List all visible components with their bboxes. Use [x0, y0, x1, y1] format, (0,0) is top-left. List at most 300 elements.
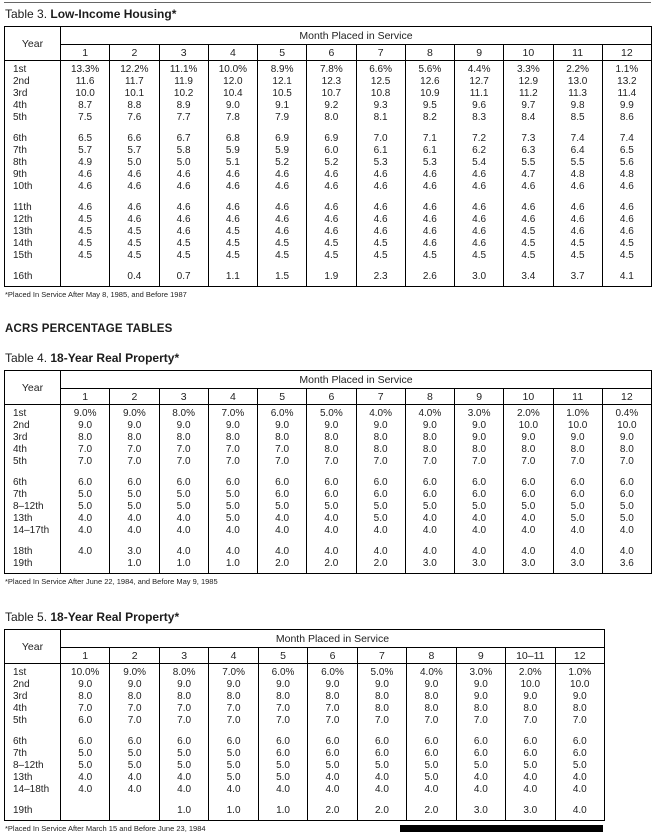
value-cell: 7.8% [307, 64, 356, 76]
value-cell: 6.0 [258, 477, 307, 489]
month-col-header: 2 [110, 389, 159, 405]
value-cell: 7.0 [307, 456, 356, 468]
value-cell: 4.6 [504, 202, 553, 214]
value-cell: 3.4 [504, 271, 553, 283]
value-cell: 8.0 [159, 691, 208, 703]
value-cell: 4.6 [307, 226, 356, 238]
table-row [5, 667, 605, 679]
value-cell [61, 805, 110, 817]
value-cell: 9.0 [61, 420, 110, 432]
value-cell: 6.0 [553, 477, 602, 489]
value-cell: 5.9 [258, 145, 307, 157]
row-label: 2nd [5, 76, 61, 88]
year-header: Year [5, 371, 61, 405]
value-cell: 4.6 [553, 214, 602, 226]
value-cell: 8.7 [61, 100, 110, 112]
month-col-header: 9 [455, 389, 504, 405]
value-cell: 4.0 [455, 513, 504, 525]
value-cell: 7.0 [308, 715, 357, 727]
value-cell: 4.6 [455, 202, 504, 214]
value-cell: 4.0 [110, 525, 159, 537]
value-cell: 4.5 [307, 238, 356, 250]
value-cell: 4.0% [356, 408, 405, 420]
value-cell: 4.0 [258, 513, 307, 525]
value-cell: 11.2 [504, 88, 553, 100]
value-cell: 4.0 [61, 525, 110, 537]
value-cell: 6.8 [208, 133, 257, 145]
value-cell: 12.1 [258, 76, 307, 88]
value-cell: 11.6 [61, 76, 110, 88]
value-cell: 4.0 [455, 546, 504, 558]
value-cell: 9.3 [356, 100, 405, 112]
value-cell: 6.0 [602, 489, 651, 501]
value-cell: 7.0 [258, 444, 307, 456]
value-cell: 9.7 [504, 100, 553, 112]
value-cell: 5.7 [110, 145, 159, 157]
value-cell: 8.8 [110, 100, 159, 112]
value-cell: 3.3% [504, 64, 553, 76]
value-cell: 5.0 [356, 513, 405, 525]
month-col-header: 3 [159, 648, 208, 664]
row-label: 8th [5, 157, 61, 169]
value-cell: 7.0 [110, 456, 159, 468]
value-cell: 7.0 [159, 715, 208, 727]
value-cell: 8.0% [159, 667, 208, 679]
value-cell: 5.0 [258, 501, 307, 513]
value-cell: 4.6 [61, 181, 110, 193]
month-col-header: 6 [307, 389, 356, 405]
value-cell: 3.7 [553, 271, 602, 283]
value-cell: 8.9% [258, 64, 307, 76]
value-cell: 7.0 [209, 715, 258, 727]
value-cell: 4.8 [553, 169, 602, 181]
value-cell: 1.0% [553, 408, 602, 420]
row-label: 5th [5, 456, 61, 468]
value-cell: 4.6 [110, 202, 159, 214]
month-col-header: 10–11 [506, 648, 555, 664]
table3-footnote: *Placed In Service After May 8, 1985, and Before 1987 [5, 290, 187, 299]
value-cell: 1.1% [602, 64, 651, 76]
table-row [5, 805, 605, 817]
value-cell: 12.3 [307, 76, 356, 88]
month-col-header: 5 [258, 648, 307, 664]
value-cell: 5.0 [208, 513, 257, 525]
value-cell: 2.0 [258, 558, 307, 570]
value-cell: 8.0 [357, 691, 406, 703]
year-header: Year [5, 27, 61, 61]
value-cell: 4.0 [553, 546, 602, 558]
value-cell: 4.0 [61, 784, 110, 796]
value-cell: 9.0 [159, 420, 208, 432]
value-cell: 5.0 [456, 760, 505, 772]
value-cell: 9.0 [553, 432, 602, 444]
month-col-header: 1 [61, 389, 110, 405]
value-cell [110, 805, 159, 817]
row-label: 19th [5, 558, 61, 570]
value-cell: 6.0 [456, 748, 505, 760]
value-cell: 7.0 [456, 715, 505, 727]
table-row [5, 64, 652, 76]
value-cell: 6.1 [405, 145, 454, 157]
table-row [5, 157, 652, 169]
month-col-header: 2 [110, 45, 159, 61]
value-cell: 7.0 [110, 715, 159, 727]
value-cell: 5.0 [209, 772, 258, 784]
value-cell: 8.9 [159, 100, 208, 112]
value-cell: 5.0 [61, 489, 110, 501]
value-cell: 4.0 [456, 772, 505, 784]
value-cell: 6.9 [258, 133, 307, 145]
value-cell: 4.0 [555, 805, 604, 817]
value-cell: 6.4 [553, 145, 602, 157]
value-cell: 8.0 [456, 703, 505, 715]
value-cell: 4.4% [455, 64, 504, 76]
value-cell: 4.5 [110, 250, 159, 262]
table3-low-income-housing [4, 26, 652, 287]
value-cell: 6.0 [555, 736, 604, 748]
value-cell: 6.0 [357, 736, 406, 748]
value-cell: 2.0 [407, 805, 456, 817]
value-cell: 4.6 [110, 181, 159, 193]
value-cell: 4.6 [61, 169, 110, 181]
value-cell: 9.0 [208, 100, 257, 112]
value-cell: 4.6 [455, 169, 504, 181]
value-cell: 9.0 [308, 679, 357, 691]
value-cell: 7.5 [61, 112, 110, 124]
row-label: 3rd [5, 432, 61, 444]
value-cell: 1.1 [208, 271, 257, 283]
value-cell: 1.9 [307, 271, 356, 283]
value-cell: 10.0 [553, 420, 602, 432]
value-cell: 1.0 [209, 805, 258, 817]
value-cell: 5.1 [208, 157, 257, 169]
table-row [5, 271, 652, 283]
value-cell: 6.0 [61, 736, 110, 748]
table-row [5, 88, 652, 100]
table-row [5, 784, 605, 796]
value-cell: 8.2 [405, 112, 454, 124]
value-cell: 11.1% [159, 64, 208, 76]
value-cell: 4.7 [504, 169, 553, 181]
value-cell: 5.0 [555, 760, 604, 772]
value-cell: 4.6 [455, 226, 504, 238]
group-spacer [5, 468, 652, 477]
value-cell: 8.0 [553, 444, 602, 456]
value-cell: 4.0 [407, 784, 456, 796]
value-cell: 10.0 [504, 420, 553, 432]
value-cell: 7.0 [159, 456, 208, 468]
table-row [5, 748, 605, 760]
value-cell: 1.0 [159, 558, 208, 570]
month-placed-in-service-header: Month Placed in Service [61, 630, 605, 648]
value-cell: 6.6 [110, 133, 159, 145]
value-cell: 5.7 [61, 145, 110, 157]
value-cell: 5.0 [110, 489, 159, 501]
value-cell: 10.0 [61, 88, 110, 100]
value-cell: 7.7 [159, 112, 208, 124]
value-cell: 4.6 [455, 214, 504, 226]
value-cell: 4.6 [159, 181, 208, 193]
row-label: 13th [5, 226, 61, 238]
month-col-header: 4 [209, 648, 258, 664]
month-col-header: 9 [456, 648, 505, 664]
row-label: 5th [5, 715, 61, 727]
table-row [5, 432, 652, 444]
value-cell: 4.9 [61, 157, 110, 169]
value-cell: 8.0 [405, 432, 454, 444]
row-label: 18th [5, 546, 61, 558]
row-label: 8–12th [5, 501, 61, 513]
value-cell: 9.0 [208, 420, 257, 432]
value-cell: 5.3 [356, 157, 405, 169]
value-cell: 9.0% [110, 408, 159, 420]
value-cell: 9.0 [61, 679, 110, 691]
table5-18-year-real-property [4, 629, 605, 821]
month-col-header: 11 [553, 45, 602, 61]
value-cell: 5.0 [455, 501, 504, 513]
row-label: 7th [5, 489, 61, 501]
row-label: 6th [5, 736, 61, 748]
value-cell: 7.1 [405, 133, 454, 145]
value-cell: 4.6 [208, 169, 257, 181]
table4-18-year-real-property [4, 370, 652, 574]
value-cell: 4.5 [110, 226, 159, 238]
value-cell: 10.0 [506, 679, 555, 691]
value-cell: 8.0 [307, 112, 356, 124]
value-cell: 4.5 [208, 250, 257, 262]
group-spacer [5, 124, 652, 133]
value-cell: 2.2% [553, 64, 602, 76]
value-cell: 11.3 [553, 88, 602, 100]
row-label: 9th [5, 169, 61, 181]
row-label: 6th [5, 133, 61, 145]
table4-title-text: 18-Year Real Property* [50, 351, 180, 365]
value-cell: 7.4 [553, 133, 602, 145]
value-cell: 4.0 [506, 772, 555, 784]
row-label: 3rd [5, 691, 61, 703]
value-cell: 9.0 [506, 691, 555, 703]
value-cell: 4.0 [602, 546, 651, 558]
table-row [5, 100, 652, 112]
table-row [5, 546, 652, 558]
row-label: 10th [5, 181, 61, 193]
value-cell: 6.0 [356, 477, 405, 489]
value-cell: 6.0 [110, 736, 159, 748]
value-cell: 5.8 [159, 145, 208, 157]
value-cell: 7.0 [506, 715, 555, 727]
value-cell: 4.0 [110, 784, 159, 796]
value-cell: 8.3 [455, 112, 504, 124]
month-col-header: 5 [258, 389, 307, 405]
row-label: 4th [5, 100, 61, 112]
value-cell: 7.0 [258, 715, 307, 727]
value-cell: 6.0 [258, 748, 307, 760]
value-cell: 5.0 [110, 748, 159, 760]
value-cell: 12.2% [110, 64, 159, 76]
value-cell: 7.0 [356, 133, 405, 145]
value-cell: 4.0 [555, 784, 604, 796]
table-row [5, 420, 652, 432]
value-cell: 4.5 [602, 238, 651, 250]
value-cell: 9.1 [258, 100, 307, 112]
value-cell: 9.0 [110, 679, 159, 691]
value-cell: 4.0 [405, 525, 454, 537]
month-col-header: 11 [553, 389, 602, 405]
value-cell: 8.0 [602, 444, 651, 456]
value-cell: 4.0 [356, 546, 405, 558]
value-cell: 5.0 [110, 760, 159, 772]
table-row [5, 715, 605, 727]
month-col-header: 10 [504, 45, 553, 61]
table-row [5, 202, 652, 214]
table3-title-text: Low-Income Housing* [50, 7, 177, 21]
value-cell: 5.4 [455, 157, 504, 169]
value-cell: 4.6 [307, 202, 356, 214]
value-cell: 4.6 [159, 169, 208, 181]
value-cell: 7.0 [258, 456, 307, 468]
month-col-header: 5 [258, 45, 307, 61]
value-cell: 9.0% [61, 408, 110, 420]
value-cell: 4.0 [357, 772, 406, 784]
value-cell: 6.0 [258, 489, 307, 501]
value-cell: 4.5 [356, 250, 405, 262]
table4-title [5, 351, 651, 365]
value-cell: 5.0 [407, 772, 456, 784]
table-row [5, 112, 652, 124]
value-cell: 6.0 [159, 736, 208, 748]
value-cell: 3.0 [553, 558, 602, 570]
value-cell: 7.4 [602, 133, 651, 145]
value-cell: 13.0 [553, 76, 602, 88]
value-cell: 3.0 [455, 558, 504, 570]
body-bottom-pad [5, 283, 652, 287]
value-cell: 4.5 [159, 250, 208, 262]
value-cell: 5.0 [357, 760, 406, 772]
value-cell: 4.6 [208, 202, 257, 214]
row-label: 7th [5, 145, 61, 157]
value-cell: 4.5 [258, 238, 307, 250]
group-spacer [5, 727, 605, 736]
value-cell: 4.0 [308, 772, 357, 784]
value-cell: 6.0 [405, 489, 454, 501]
value-cell: 5.0% [357, 667, 406, 679]
value-cell: 7.0 [209, 703, 258, 715]
value-cell: 8.0 [356, 444, 405, 456]
value-cell: 10.0% [61, 667, 110, 679]
value-cell: 8.0% [159, 408, 208, 420]
value-cell: 6.1 [356, 145, 405, 157]
value-cell: 4.0 [356, 525, 405, 537]
value-cell: 5.9 [208, 145, 257, 157]
table-row [5, 226, 652, 238]
value-cell: 6.0 [602, 477, 651, 489]
value-cell: 4.6 [208, 181, 257, 193]
value-cell: 1.5 [258, 271, 307, 283]
value-cell: 6.5 [602, 145, 651, 157]
value-cell: 8.0 [61, 691, 110, 703]
value-cell: 12.5 [356, 76, 405, 88]
group-spacer [5, 262, 652, 271]
value-cell: 9.0 [258, 420, 307, 432]
value-cell: 3.0 [455, 271, 504, 283]
value-cell: 1.0 [258, 805, 307, 817]
value-cell: 5.0 [504, 501, 553, 513]
value-cell: 8.0 [455, 444, 504, 456]
table-row [5, 145, 652, 157]
value-cell: 4.6 [455, 181, 504, 193]
value-cell: 1.0 [110, 558, 159, 570]
value-cell: 6.3 [504, 145, 553, 157]
value-cell: 4.0 [405, 513, 454, 525]
table-row [5, 558, 652, 570]
value-cell: 4.6 [356, 169, 405, 181]
row-label: 16th [5, 271, 61, 283]
value-cell: 5.0 [308, 760, 357, 772]
value-cell: 4.6 [405, 181, 454, 193]
value-cell: 3.0 [506, 805, 555, 817]
value-cell: 5.0 [110, 501, 159, 513]
value-cell: 2.3 [356, 271, 405, 283]
month-col-header: 4 [208, 45, 257, 61]
value-cell: 4.0 [258, 784, 307, 796]
value-cell: 9.9 [602, 100, 651, 112]
value-cell: 4.6 [405, 238, 454, 250]
value-cell: 6.0% [308, 667, 357, 679]
value-cell: 4.0 [258, 525, 307, 537]
row-label: 7th [5, 748, 61, 760]
row-label: 6th [5, 477, 61, 489]
value-cell: 9.0 [356, 420, 405, 432]
value-cell: 5.0 [159, 501, 208, 513]
month-col-header: 9 [455, 45, 504, 61]
value-cell: 10.0 [555, 679, 604, 691]
value-cell: 5.0 [61, 501, 110, 513]
value-cell: 6.0 [356, 489, 405, 501]
row-label: 4th [5, 444, 61, 456]
value-cell: 4.5 [61, 226, 110, 238]
value-cell: 9.6 [455, 100, 504, 112]
value-cell: 8.0 [356, 432, 405, 444]
value-cell: 4.6 [553, 181, 602, 193]
value-cell: 6.0 [407, 736, 456, 748]
table-row [5, 703, 605, 715]
value-cell: 9.0 [159, 679, 208, 691]
value-cell: 8.0 [110, 432, 159, 444]
value-cell: 7.0 [405, 456, 454, 468]
row-label: 14–18th [5, 784, 61, 796]
value-cell: 4.6 [602, 181, 651, 193]
table3-title [5, 7, 651, 21]
row-label: 1st [5, 667, 61, 679]
value-cell: 4.5 [455, 250, 504, 262]
value-cell: 6.0 [506, 736, 555, 748]
value-cell: 8.1 [356, 112, 405, 124]
value-cell: 8.0 [307, 432, 356, 444]
value-cell: 8.0 [407, 691, 456, 703]
group-spacer [5, 193, 652, 202]
value-cell: 12.9 [504, 76, 553, 88]
year-header: Year [5, 630, 61, 664]
value-cell: 8.0 [506, 703, 555, 715]
value-cell: 4.6 [405, 226, 454, 238]
value-cell: 4.0 [258, 546, 307, 558]
value-cell: 8.0 [308, 691, 357, 703]
value-cell: 4.6 [258, 226, 307, 238]
value-cell: 5.0 [159, 748, 208, 760]
value-cell: 12.6 [405, 76, 454, 88]
value-cell: 6.0 [308, 748, 357, 760]
value-cell: 9.0 [405, 420, 454, 432]
